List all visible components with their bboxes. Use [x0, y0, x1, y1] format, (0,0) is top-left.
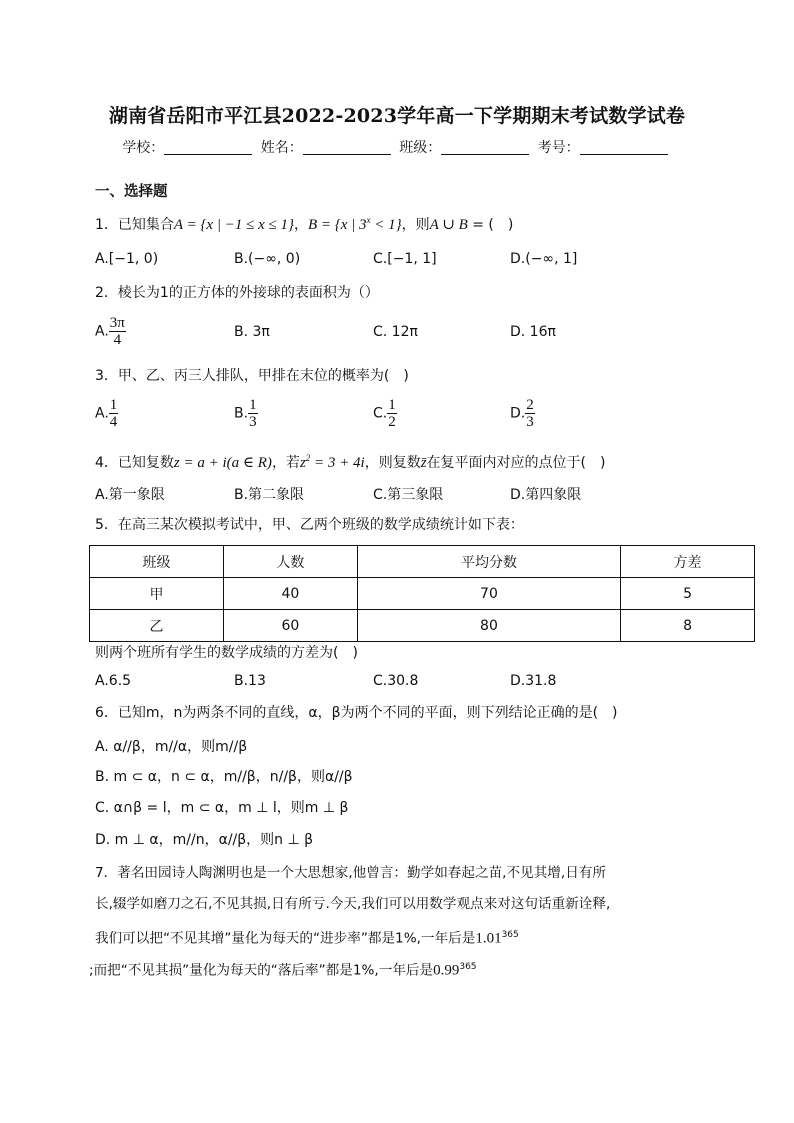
q6-option-d[interactable]: D. m ⊥ α，m//n，α//β，则n ⊥ β: [95, 832, 314, 848]
question-7-line-4: ;而把“不见其损”量化为每天的“落后率”都是1%,一年后是0.99$^{365}$: [89, 962, 477, 979]
question-7-line-2: 长,辍学如磨刀之石,不见其损,日有所亏.今天,我们可以用数学观点来对这句话重新诠释,: [95, 896, 611, 912]
question-3: 3．甲、乙、丙三人排队，甲排在末位的概率为( ): [95, 368, 409, 384]
school-label: 学校：: [122, 140, 165, 156]
q2-option-a[interactable]: A. $\frac{3\pi}{4}$: [95, 315, 125, 348]
table-row: [90, 610, 755, 642]
question-4: 4．已知复数z = a + i(a ∈ R)，若$z^2 = 3 + 4i$，则复数z̄在复平面内对应的点位于( ): [95, 453, 606, 471]
number-blank[interactable]: [580, 140, 668, 155]
q6-option-c[interactable]: C. α∩β = l，m ⊂ α，m ⊥ l，则m ⊥ β: [95, 800, 349, 816]
table-header: 人数: [223, 546, 357, 578]
table-header: 平均分数: [357, 546, 620, 578]
score-table: [89, 545, 755, 642]
q3-option-b[interactable]: B. $\frac{1}{3}$: [234, 397, 257, 430]
q1-option-c[interactable]: C.[−1, 1]: [373, 251, 437, 267]
section-heading: 一、选择题: [95, 184, 168, 200]
table-cell: 60: [223, 610, 357, 642]
q1-option-a[interactable]: A.[−1, 0): [95, 251, 159, 267]
question-1: 1．已知集合A = {x | −1 ≤ x ≤ 1}，B = {x | $3^x < 1$}，则A ∪ B = ( ): [95, 215, 514, 233]
q2-option-d[interactable]: D. 16π: [510, 324, 556, 340]
q3-option-c[interactable]: C. $\frac{1}{2}$: [373, 397, 396, 430]
question-5: 5．在高三某次模拟考试中，甲、乙两个班级的数学成绩统计如下表：: [95, 517, 524, 533]
table-row: [90, 578, 755, 610]
question-2: 2．棱长为1的正方体的外接球的表面积为（）: [95, 285, 379, 301]
table-cell: 甲: [90, 578, 224, 610]
question-7-line-3: 我们可以把“不见其增”量化为每天的“进步率”都是1%,一年后是1.01$^{365}$: [95, 930, 519, 947]
q1-option-b[interactable]: B.(−∞, 0): [234, 251, 301, 267]
class-label: 班级：: [399, 140, 442, 156]
q2-option-b[interactable]: B. 3π: [234, 324, 270, 340]
q5-option-b[interactable]: B.13: [234, 673, 266, 689]
name-label: 姓名：: [260, 140, 303, 156]
set-a: A = {x | −1 ≤ x ≤ 1}: [173, 217, 294, 233]
q4-option-c[interactable]: C.第三象限: [373, 487, 444, 503]
q5-option-c[interactable]: C.30.8: [373, 673, 419, 689]
name-blank[interactable]: [303, 140, 391, 155]
table-cell: 8: [621, 610, 755, 642]
school-blank[interactable]: [164, 140, 252, 155]
q5-option-a[interactable]: A.6.5: [95, 673, 132, 689]
q3-option-a[interactable]: A. $\frac{1}{4}$: [95, 397, 118, 430]
question-7-line-1: 7．著名田园诗人陶渊明也是一个大思想家,他曾言：勤学如春起之苗,不见其增,日有所: [95, 865, 606, 881]
table-cell: 5: [621, 578, 755, 610]
table-cell: 80: [357, 610, 620, 642]
class-blank[interactable]: [441, 140, 529, 155]
number-label: 考号：: [537, 140, 580, 156]
q6-option-a[interactable]: A. α//β，m//α，则m//β: [95, 739, 248, 755]
q4-option-b[interactable]: B.第二象限: [234, 487, 305, 503]
q5-option-d[interactable]: D.31.8: [510, 673, 557, 689]
table-cell: 乙: [90, 610, 224, 642]
set-b: B = {x | $3^x < 1$}: [307, 215, 402, 233]
q4-option-a[interactable]: A.第一象限: [95, 487, 165, 503]
q4-option-d[interactable]: D.第四象限: [510, 487, 582, 503]
q1-option-d[interactable]: D.(−∞, 1]: [510, 251, 578, 267]
table-header-row: [90, 546, 755, 578]
question-5-ask: 则两个班所有学生的数学成绩的方差为( ): [95, 645, 358, 661]
q2-option-c[interactable]: C. 12π: [373, 324, 418, 340]
q3-option-d[interactable]: D. $\frac{2}{3}$: [510, 397, 534, 430]
table-cell: 70: [357, 578, 620, 610]
exam-title: 湖南省岳阳市平江县2022-2023学年高一下学期期末考试数学试卷: [108, 105, 686, 127]
student-info: [0, 137, 794, 157]
question-6: 6．已知m，n为两条不同的直线，α，β为两个不同的平面，则下列结论正确的是( ): [95, 705, 618, 721]
q6-option-b[interactable]: B. m ⊂ α，n ⊂ α，m//β，n//β，则α//β: [95, 769, 353, 785]
table-header: 班级: [90, 546, 224, 578]
table-header: 方差: [621, 546, 755, 578]
table-cell: 40: [223, 578, 357, 610]
